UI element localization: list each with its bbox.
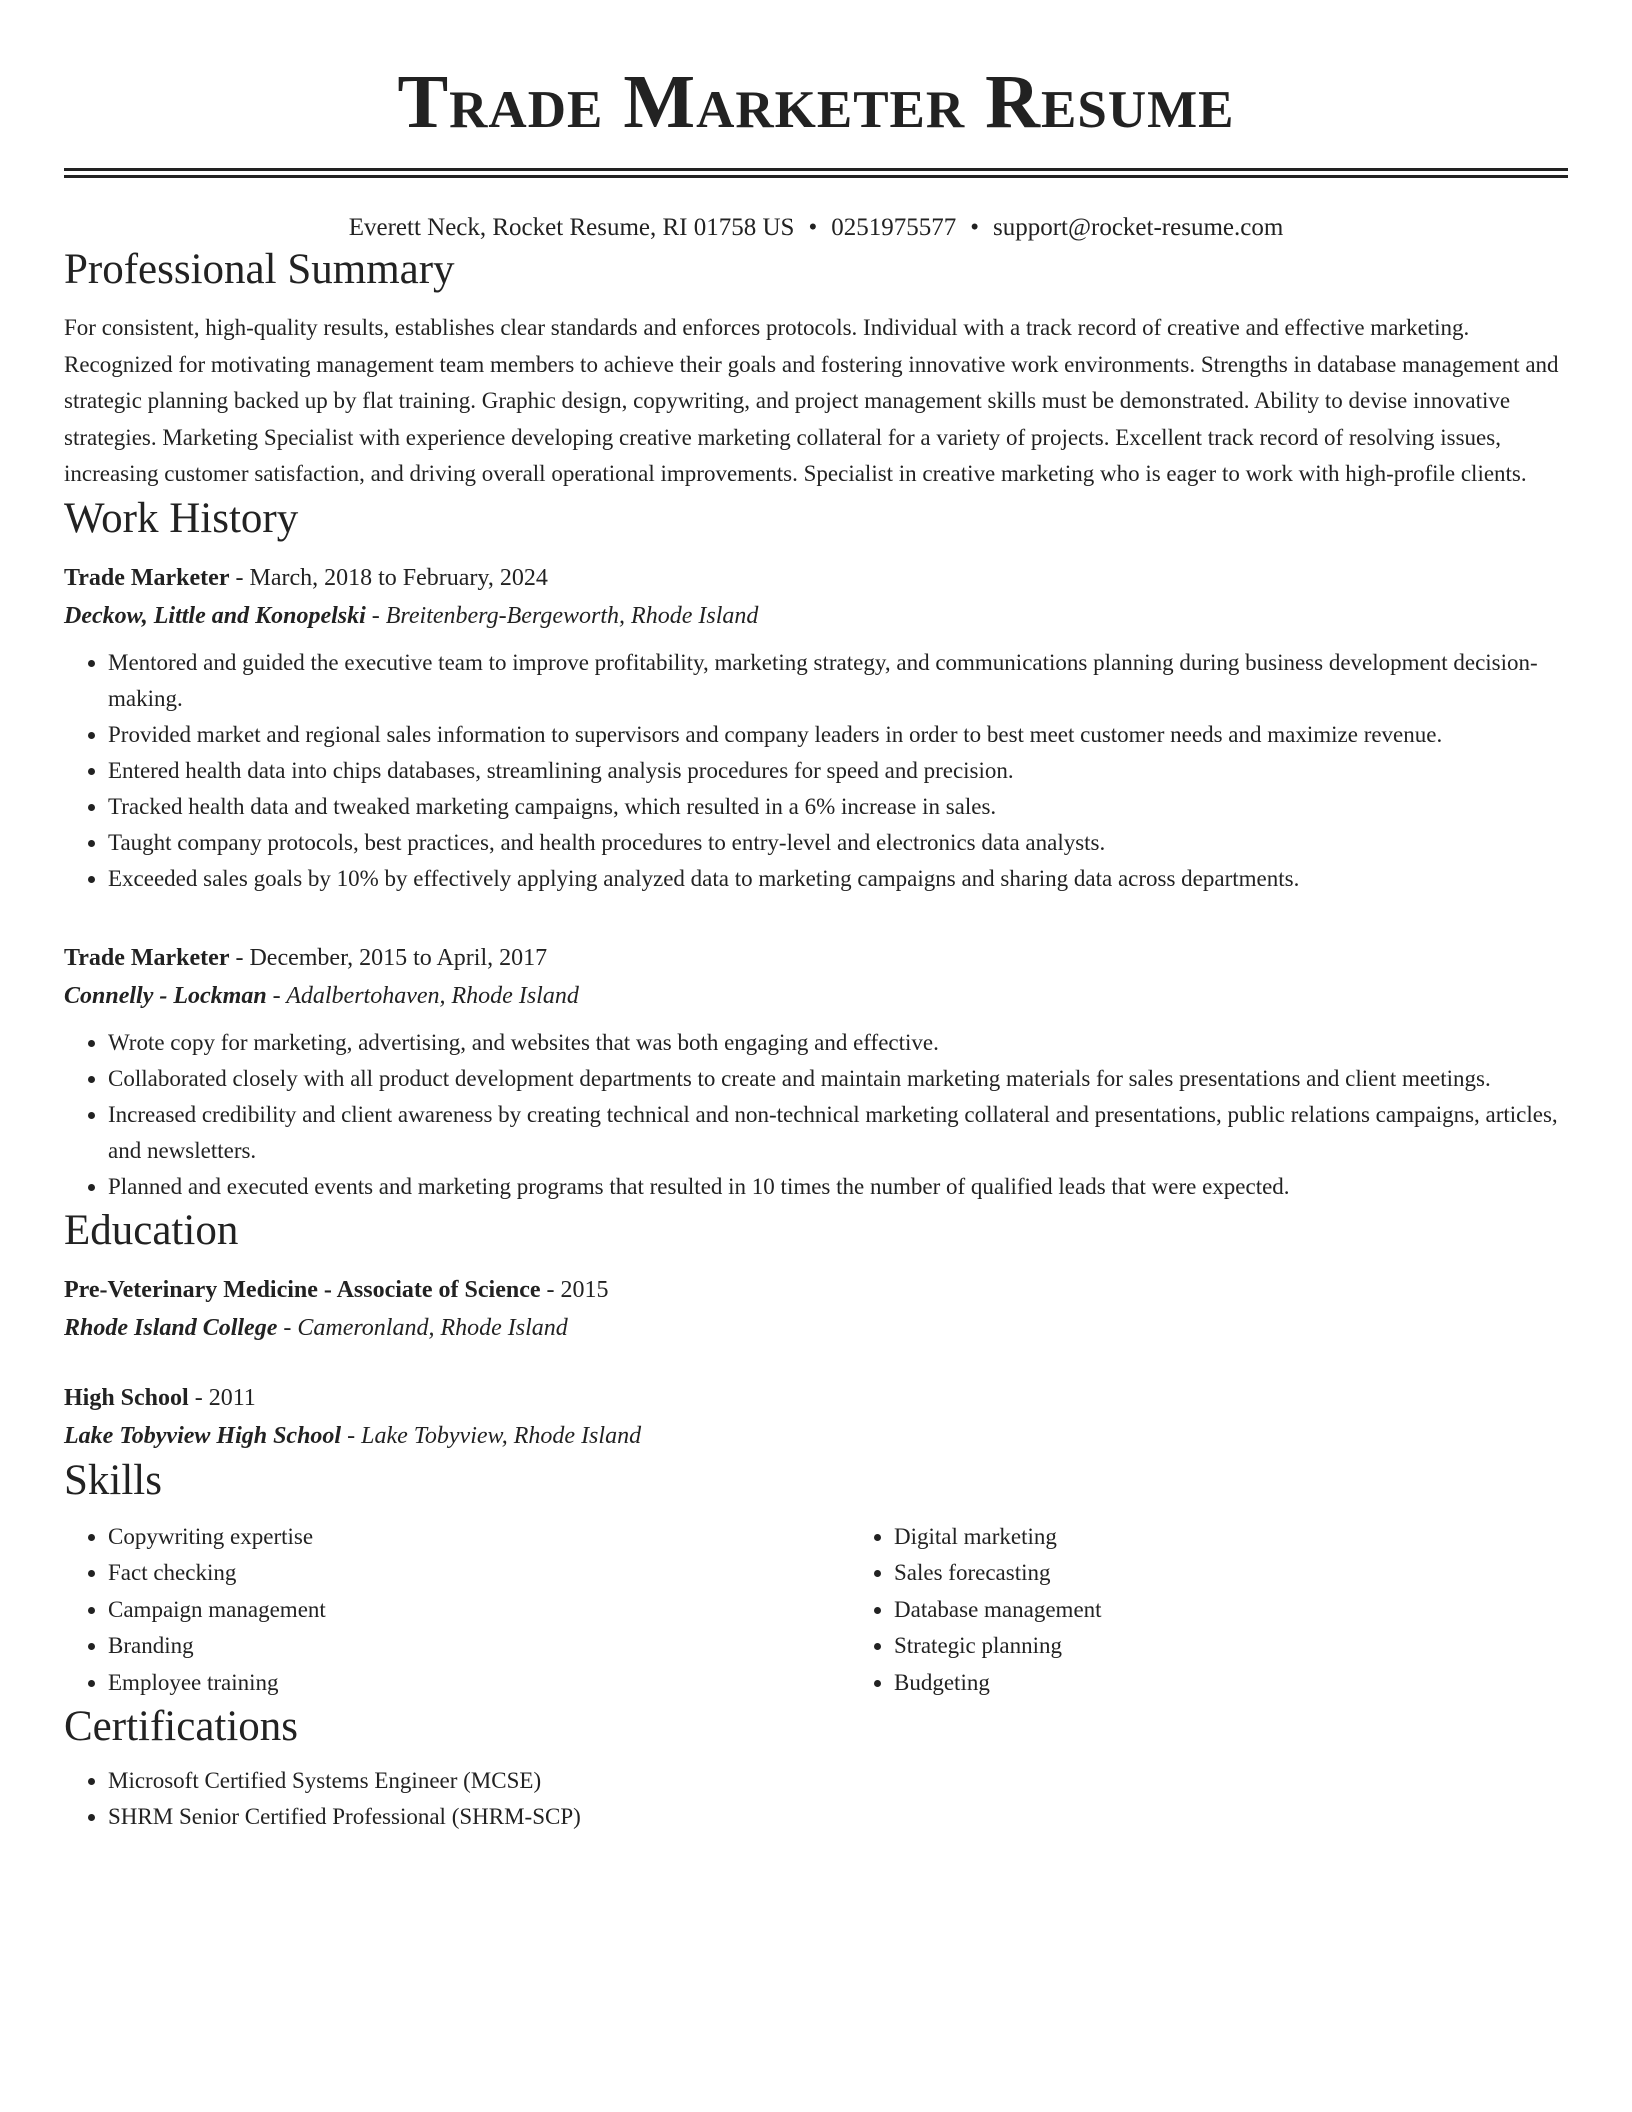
list-item: • Provided market and regional sales information to supervisors and company leaders in order to best meet customer needs and maximize revenue. <box>108 717 1568 753</box>
job-bullets <box>64 645 1568 897</box>
list-item: • Strategic planning <box>894 1628 1102 1665</box>
job-title: Trade Marketer <box>64 564 230 591</box>
job-company-line <box>64 597 1568 635</box>
list-item: • Microsoft Certified Systems Engineer (MCSE) <box>108 1763 1568 1799</box>
list-item: • Exceeded sales goals by 10% by effectively applying analyzed data to marketing campaigns and sharing data across departments. <box>108 861 1568 897</box>
education-degree: High School <box>64 1384 189 1411</box>
skills-left-column <box>64 1519 850 1702</box>
contact-email: support@rocket-resume.com <box>992 214 1284 241</box>
title-double-rule <box>64 168 1568 178</box>
list-item: • Tracked health data and tweaked marketing campaigns, which resulted in a 6% increase in sales. <box>108 789 1568 825</box>
job-company: Connelly - Lockman <box>64 982 267 1009</box>
list-item: • Wrote copy for marketing, advertising, and websites that was both engaging and effective. <box>108 1025 1568 1061</box>
summary-heading: Professional Summary <box>64 246 455 293</box>
education-heading: Education <box>64 1206 239 1254</box>
skills-heading: Skills <box>64 1456 162 1504</box>
list-item: • Digital marketing <box>894 1519 1102 1556</box>
job-bullets <box>64 1025 1568 1205</box>
job-title-line <box>64 559 1568 597</box>
job-company-line <box>64 977 1568 1015</box>
job-entry <box>64 559 1568 897</box>
resume-title: Trade Marketer Resume <box>397 60 1235 144</box>
education-school: Rhode Island College <box>64 1314 278 1341</box>
skills-grid <box>64 1519 1568 1702</box>
list-item: • Sales forecasting <box>894 1555 1102 1592</box>
work-history-heading: Work History <box>64 494 299 542</box>
education-year: - 2011 <box>188 1384 256 1411</box>
list-item: • Mentored and guided the executive team to improve profitability, marketing strategy, and communications planning during business development decision-making. <box>108 645 1568 717</box>
contact-separator: • <box>970 214 979 241</box>
education-degree: Pre-Veterinary Medicine - Associate of Science <box>64 1276 541 1303</box>
education-entry <box>64 1271 1568 1347</box>
certifications-heading: Certifications <box>64 1703 299 1750</box>
job-dates: - December, 2015 to April, 2017 <box>229 944 548 971</box>
education-year: - 2015 <box>540 1276 609 1303</box>
job-title: Trade Marketer <box>64 944 230 971</box>
education-school-line <box>64 1309 1568 1347</box>
summary-text: For consistent, high-quality results, establishes clear standards and enforces protocols. Individual with a track record of creative and effective marketing. Recognized for motivating management team members to achieve their goals and fostering innovative work environments. Strengths in database management and strategic planning backed up by flat training. Graphic design, copywriting, and project management skills must be demonstrated. Ability to devise innovative strategies. Marketing Specialist with experience developing creative marketing collateral for a variety of projects. Excellent track record of resolving issues, increasing customer satisfaction, and driving overall operational improvements. Specialist in creative marketing who is eager to work with high-profile clients. <box>64 315 1559 486</box>
list-item: • Fact checking <box>108 1555 850 1592</box>
job-location: - Adalbertohaven, Rhode Island <box>266 982 579 1009</box>
list-item: • Planned and executed events and marketing programs that resulted in 10 times the number of qualified leads that were expected. <box>108 1169 1568 1205</box>
contact-address: Everett Neck, Rocket Resume, RI 01758 US <box>348 214 795 241</box>
list-item: • Branding <box>108 1628 850 1665</box>
skills-right-column <box>850 1519 1102 1702</box>
education-location: - Cameronland, Rhode Island <box>277 1314 568 1341</box>
list-item: • Database management <box>894 1592 1102 1629</box>
list-item: • Campaign management <box>108 1592 850 1629</box>
certifications-list <box>64 1763 1568 1835</box>
education-school-line <box>64 1417 1568 1455</box>
list-item: • Increased credibility and client awareness by creating technical and non-technical marketing collateral and presentations, public relations campaigns, articles, and newsletters. <box>108 1097 1568 1169</box>
education-degree-line <box>64 1379 1568 1417</box>
list-item: • Taught company protocols, best practices, and health procedures to entry-level and electronics data analysts. <box>108 825 1568 861</box>
job-location: - Breitenberg-Bergeworth, Rhode Island <box>365 602 759 629</box>
job-dates: - March, 2018 to February, 2024 <box>229 564 548 591</box>
contact-line <box>64 212 1568 244</box>
education-degree-line <box>64 1271 1568 1309</box>
list-item: • SHRM Senior Certified Professional (SHRM-SCP) <box>108 1799 1568 1835</box>
list-item: • Budgeting <box>894 1665 1102 1702</box>
education-entry <box>64 1379 1568 1455</box>
job-title-line <box>64 939 1568 977</box>
job-company: Deckow, Little and Konopelski <box>64 602 366 629</box>
list-item: • Collaborated closely with all product development departments to create and maintain marketing materials for sales presentations and client meetings. <box>108 1061 1568 1097</box>
list-item: • Entered health data into chips databases, streamlining analysis procedures for speed and precision. <box>108 753 1568 789</box>
job-entry <box>64 939 1568 1205</box>
education-location: - Lake Tobyview, Rhode Island <box>341 1422 642 1449</box>
education-school: Lake Tobyview High School <box>64 1422 342 1449</box>
list-item: • Copywriting expertise <box>108 1519 850 1556</box>
list-item: • Employee training <box>108 1665 850 1702</box>
contact-separator: • <box>808 214 818 241</box>
contact-phone: 0251975577 <box>831 214 957 241</box>
